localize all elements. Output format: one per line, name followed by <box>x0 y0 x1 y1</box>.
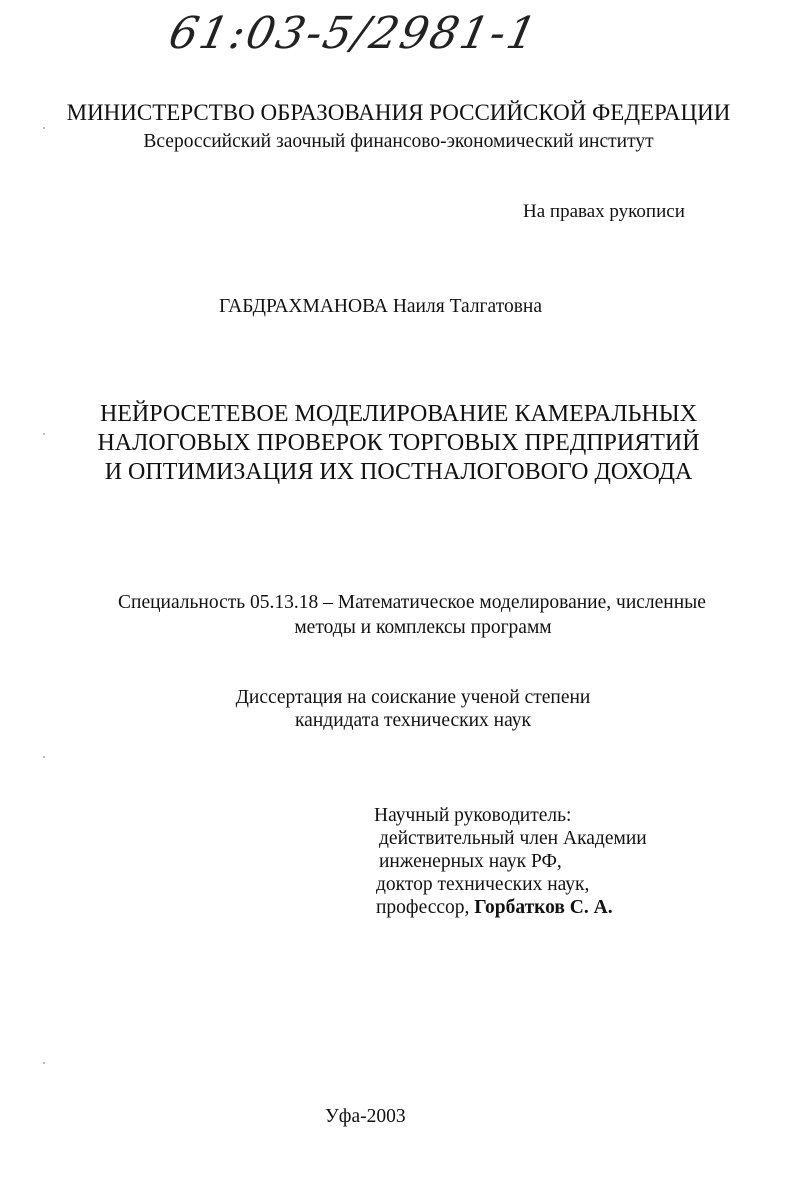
scan-mark <box>43 1062 45 1064</box>
supervisor-title-2: инженерных наук РФ, <box>379 851 562 872</box>
rights-note: На правах рукописи <box>523 201 685 222</box>
supervisor-name-line <box>376 897 613 919</box>
thesis-title-line-3: И ОПТИМИЗАЦИЯ ИХ ПОСТНАЛОГОВОГО ДОХОДА <box>104 459 693 485</box>
institute-name: Всероссийский заочный финансово-экономический институт <box>143 131 654 152</box>
thesis-title-line-1: НЕЙРОСЕТЕВОЕ МОДЕЛИРОВАНИЕ КАМЕРАЛЬНЫХ <box>99 401 698 427</box>
scan-mark <box>43 756 45 758</box>
supervisor-name: Горбатков С. А. <box>474 897 613 918</box>
specialty-line-2: методы и комплексы программ <box>294 617 552 638</box>
supervisor-title-1: действительный член Академии <box>379 828 647 849</box>
scan-mark <box>43 127 45 129</box>
supervisor-heading: Научный руководитель: <box>374 805 572 826</box>
handwritten-catalog-number: 61:03-5/2981-1 <box>164 8 543 59</box>
supervisor-title-3: доктор технических наук, <box>376 874 590 895</box>
specialty-line-1: Специальность 05.13.18 – Математическое моделирование, численные <box>118 592 706 613</box>
degree-line-1: Диссертация на соискание ученой степени <box>235 687 591 708</box>
author-name: ГАБДРАХМАНОВА Наиля Талгатовна <box>219 296 543 317</box>
thesis-title-line-2: НАЛОГОВЫХ ПРОВЕРОК ТОРГОВЫХ ПРЕДПРИЯТИЙ <box>97 430 700 456</box>
degree-line-2: кандидата технических наук <box>295 710 531 731</box>
city-year: Уфа-2003 <box>325 1106 406 1127</box>
scan-mark <box>43 433 45 435</box>
supervisor-rank: профессор, <box>376 897 475 918</box>
ministry-heading: МИНИСТЕРСТВО ОБРАЗОВАНИЯ РОССИЙСКОЙ ФЕДЕРАЦИИ <box>66 100 731 125</box>
